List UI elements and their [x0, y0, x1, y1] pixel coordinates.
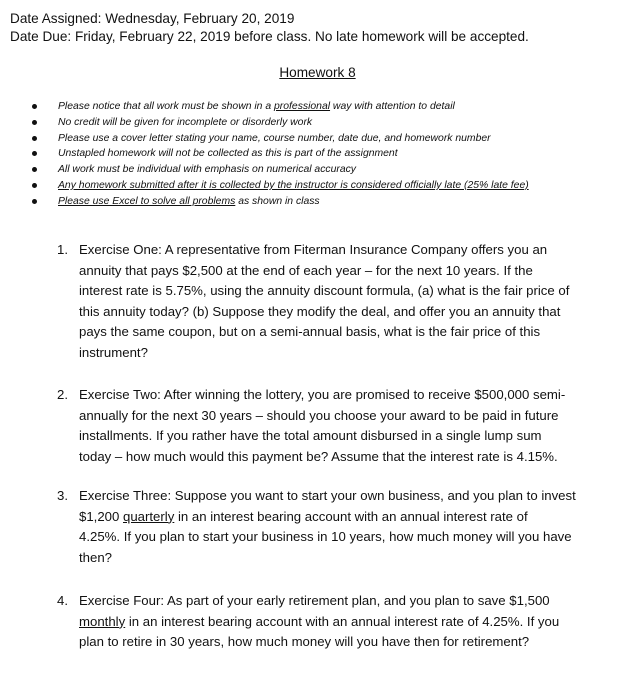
exercise-line: Exercise Three: Suppose you want to start your own business, and you plan to invest — [79, 488, 576, 503]
rule-item — [30, 194, 529, 210]
bullet-icon — [32, 136, 37, 141]
rule-text: No credit will be given for incomplete or disorderly work — [58, 116, 313, 128]
exercise-line-text: in an interest bearing account with an annual interest rate of 4.25%. If you — [125, 613, 560, 629]
exercise-line: 4.25%. If you plan to start your business in 10 years, how much money will you have — [79, 529, 572, 545]
rule-item — [30, 178, 529, 194]
exercise-line: annually for the next 30 years – should you choose your award to be paid in future — [79, 407, 559, 423]
rule-text-underlined: Please use Excel to solve all problems — [58, 195, 236, 207]
underlined-term: monthly — [79, 613, 126, 629]
exercise-text — [79, 591, 594, 653]
rule-text: Please notice that all work must be shown in a — [58, 101, 275, 112]
exercise-line: interest rate is 5.75%, using the annuity discount formula, (a) what is the fair price of — [79, 283, 570, 299]
bullet-icon — [32, 199, 37, 204]
rule-item — [30, 131, 529, 147]
exercise-number: 4. — [57, 593, 68, 608]
rule-text-underlined: professional — [274, 101, 331, 112]
exercise-line: then? — [79, 549, 113, 565]
rule-text: Unstapled homework will not be collected as this is part of the assignment — [58, 148, 398, 160]
date-assigned: Date Assigned: Wednesday, February 20, 2019 — [10, 11, 295, 26]
exercise-line: annuity that pays $2,500 at the end of each year – for the next 10 years. If the — [79, 262, 533, 278]
rule-text: as shown in class — [235, 195, 320, 207]
rule-text: All work must be individual with emphasis on numerical accuracy — [58, 164, 356, 176]
exercise-line: Exercise One: A representative from Fiterman Insurance Company offers you an — [79, 242, 548, 257]
rule-item — [30, 162, 529, 178]
bullet-icon — [32, 151, 37, 156]
rules-list — [30, 99, 529, 210]
exercise-line — [79, 507, 594, 528]
bullet-icon — [32, 183, 37, 188]
rule-item — [30, 99, 529, 115]
exercise-text — [79, 486, 594, 568]
exercise-line: pays the same coupon, but on a semi-annual basis, what is the fair price of this — [79, 324, 541, 340]
exercise-line: installments. If you rather have the total amount disbursed in a single lump sum — [79, 428, 542, 444]
rule-item — [30, 146, 529, 162]
exercise-line: plan to retire in 30 years, how much money will you have then for retirement? — [79, 634, 530, 650]
underlined-term: quarterly — [123, 508, 175, 524]
page-title-text: Homework 8 — [279, 65, 356, 80]
exercise-line: Exercise Four: As part of your early retirement plan, and you plan to save $1,500 — [79, 593, 550, 608]
date-due: Date Due: Friday, February 22, 2019 before class. No late homework will be accepted. — [10, 29, 529, 44]
bullet-icon — [32, 104, 37, 109]
rule-text-underlined: Any homework submitted after it is collected by the instructor is considered officially late (25% late fee) — [58, 179, 529, 191]
exercise-line — [79, 612, 594, 633]
exercise-line: today – how much would this payment be? Assume that the interest rate is 4.15%. — [79, 448, 558, 464]
exercise-number: 1. — [57, 242, 68, 257]
exercise-number: 2. — [57, 387, 68, 402]
exercise-text — [79, 385, 594, 467]
exercise-line-text: $1,200 — [79, 508, 123, 524]
exercise-line-text: in an interest bearing account with an annual interest rate of — [174, 508, 528, 524]
bullet-icon — [32, 120, 37, 125]
exercise-line: instrument? — [79, 344, 148, 360]
exercise-number: 3. — [57, 488, 68, 503]
exercise-line: this annuity today? (b) Suppose they modify the deal, and offer you an annuity that — [79, 303, 561, 319]
exercise-line: Exercise Two: After winning the lottery, you are promised to receive $500,000 semi- — [79, 387, 566, 402]
exercise-text — [79, 240, 594, 364]
rule-text: way with attention to detail — [330, 101, 455, 112]
rule-item — [30, 115, 529, 131]
bullet-icon — [32, 167, 37, 172]
rule-text: Please use a cover letter stating your name, course number, date due, and homework number — [58, 132, 491, 144]
page-title — [0, 64, 635, 82]
